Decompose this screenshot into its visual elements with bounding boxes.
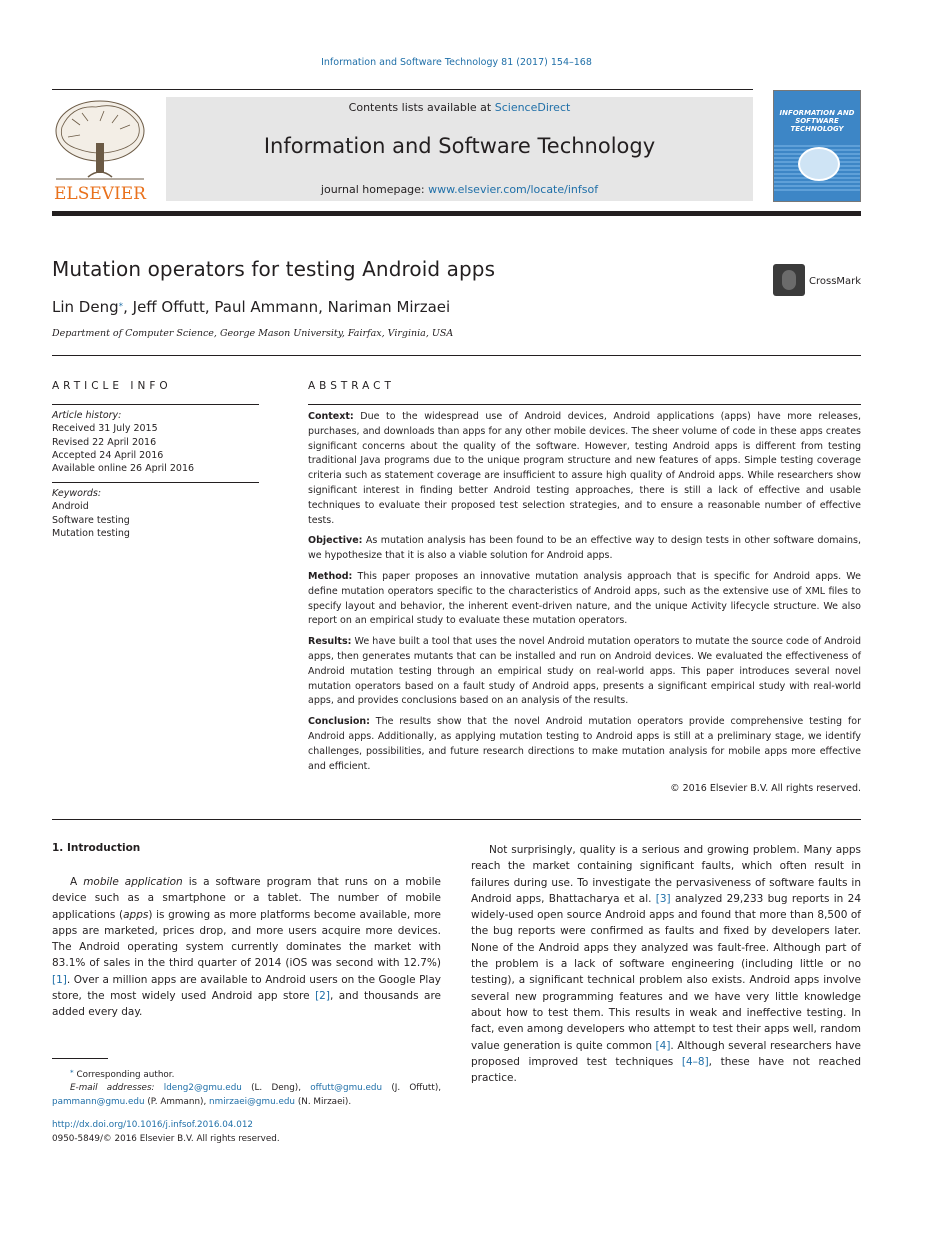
abstract-heading: ABSTRACT <box>308 380 395 392</box>
abstract-context <box>308 410 861 528</box>
divider <box>52 355 861 356</box>
divider <box>308 404 861 405</box>
homepage-line <box>166 183 753 196</box>
email-label: E-mail addresses: <box>70 1083 155 1094</box>
author-separator: , <box>318 298 328 316</box>
keyword: Software testing <box>52 514 130 526</box>
email-owner: (P. Ammann), <box>147 1096 207 1107</box>
reference-link[interactable]: [3] <box>655 892 671 905</box>
abstract-text: Due to the widespread use of Android devices, Android applications (apps) have more releases, purchases, and downloads than apps for any other mobile devices. The sheer volume of code in these apps creates significant concerns about the quality of the software. However, testing Android apps is different from testing traditional Java programs due to the unique program structure and new features of apps. Simple testing coverage criteria such as statement coverage are insufficient to assure high quality of Android apps. While researchers show significant interest in finding better Android testing approaches, there is still a lack of effective and usable techniques to evaluate their proposed test selection strategies, and to ensure a reasonable number of effective tests. <box>308 411 861 526</box>
article-history <box>52 409 194 475</box>
corresponding-label: Corresponding author. <box>76 1069 175 1080</box>
footnote-rule <box>52 1058 108 1059</box>
abstract-text: As mutation analysis has been found to be an effective way to design tests in other software domains, we hypothesize that it is also a viable solution for Android apps. <box>308 535 861 562</box>
abstract-label: Conclusion: <box>308 716 370 728</box>
header-thick-rule <box>52 211 861 216</box>
reference-link[interactable]: [2] <box>315 990 330 1003</box>
cover-disc-icon <box>798 147 840 181</box>
author-separator: , <box>123 298 133 316</box>
history-item: Received 31 July 2015 <box>52 423 158 435</box>
reference-link[interactable]: [1] <box>52 973 67 986</box>
reference-link[interactable]: [4–8] <box>681 1055 709 1068</box>
reference-link[interactable]: [4] <box>655 1039 671 1052</box>
history-label: Article history: <box>52 410 122 421</box>
journal-citation[interactable]: Information and Software Technology 81 (2017) 154–168 <box>321 57 592 68</box>
article-title: Mutation operators for testing Android apps <box>52 257 496 281</box>
homepage-prefix: journal homepage: <box>320 183 425 196</box>
author-list <box>52 298 450 316</box>
abstract-text: We have built a tool that uses the novel Android mutation operators to mutate the source code of Android apps, then generates mutants that can be installed and run on Android devices. We evaluated the effectiveness of Android mutation testing through an empirical study on real-world apps. This paper introduces several novel mutation operators based on a fault study of Android apps, presents a significant empirical study with real-world apps, and provides conclusions based on an analysis of the results. <box>308 636 861 707</box>
author-name[interactable]: Lin Deng <box>52 298 119 316</box>
abstract-label: Context: <box>308 411 354 422</box>
corresponding-marker[interactable]: ⁎ <box>118 299 124 309</box>
author-name[interactable]: Jeff Offutt <box>132 298 205 316</box>
history-item: Accepted 24 April 2016 <box>52 449 164 461</box>
sciencedirect-link[interactable]: ScienceDirect <box>494 101 571 114</box>
affiliation: Department of Computer Science, George Mason University, Fairfax, Virginia, USA <box>52 328 454 339</box>
history-item: Available online 26 April 2016 <box>52 463 195 475</box>
abstract-conclusion <box>308 715 861 774</box>
copyright: © 2016 Elsevier B.V. All rights reserved. <box>670 783 861 794</box>
keywords-label: Keywords: <box>52 488 102 499</box>
abstract-body <box>308 410 861 780</box>
abstract-text: This paper proposes an innovative mutation analysis approach that is specific for Android apps. We define mutation operators specific to the characteristics of Android apps, such as the extensive use of XML files to specify layout and behavior, the inherent event-driven nature, and the unique Activity lifecycle structure. We also report on an empirical study to evaluate these mutation operators. <box>308 570 861 627</box>
email-owner: (J. Offutt), <box>391 1083 442 1094</box>
divider <box>52 482 259 483</box>
crossmark-icon[interactable] <box>773 264 805 296</box>
cover-title: INFORMATION AND SOFTWARE TECHNOLOGY <box>779 109 855 133</box>
abstract-method <box>308 570 861 629</box>
divider <box>52 404 259 405</box>
journal-banner <box>166 97 753 201</box>
abstract-label: Objective: <box>308 535 363 547</box>
footnote-marker: ⁎ <box>70 1066 74 1075</box>
abstract-text: The results show that the novel Android mutation operators provide comprehensive testing for Android apps. Additionally, as applying mutation testing to Android apps is still at a preliminary stage, we identify challenges, possibilities, and future research directions to make mutation analysis for mobile apps more effective and efficient. <box>308 716 861 772</box>
email-link[interactable]: offutt@gmu.edu <box>310 1083 383 1094</box>
email-link[interactable]: pammann@gmu.edu <box>52 1096 145 1107</box>
section-heading: 1. Introduction <box>52 842 141 854</box>
author-separator: , <box>204 298 215 316</box>
body-column-left <box>52 874 441 1021</box>
author-name[interactable]: Paul Ammann <box>214 298 319 316</box>
email-link[interactable]: nmirzaei@gmu.edu <box>209 1096 296 1107</box>
header-rule <box>52 89 753 90</box>
abstract-results <box>308 635 861 709</box>
keywords <box>52 487 130 540</box>
email-list <box>52 1082 441 1109</box>
issn-line: 0950-5849/© 2016 Elsevier B.V. All rights reserved. <box>52 1133 280 1144</box>
corresponding-note <box>52 1064 441 1082</box>
email-owner: (N. Mirzaei). <box>297 1096 352 1107</box>
doi-block <box>52 1119 280 1146</box>
body-column-right <box>471 842 861 1086</box>
paragraph: A mobile application is a software program that runs on a mobile device such as a smartphone or a tablet. The number of mobile applications (apps) is growing as more platforms become available, more apps are marketed, prices drop, and more users acquire more devices. The Android operating system currently dominates the market with 83.1% of sales in the third quarter of 2014 (iOS was second with 12.7%) [1]. Over a million apps are available to Android users on the Google Play store, the most widely used Android app store [2], and thousands are added every day. <box>52 876 441 1019</box>
email-owner: (L. Deng), <box>251 1083 302 1094</box>
author-name[interactable]: Nariman Mirzaei <box>327 298 451 316</box>
email-link[interactable]: ldeng2@gmu.edu <box>163 1083 242 1094</box>
keyword: Android <box>52 501 89 513</box>
history-item: Revised 22 April 2016 <box>52 436 157 448</box>
elsevier-logo <box>52 97 148 203</box>
keyword: Mutation testing <box>52 527 130 539</box>
elsevier-wordmark: ELSEVIER <box>54 184 146 203</box>
abstract-label: Method: <box>308 570 353 582</box>
crossmark-label[interactable]: CrossMark <box>809 276 862 287</box>
abstract-label: Results: <box>308 636 352 648</box>
divider <box>52 819 861 820</box>
doi-link[interactable]: http://dx.doi.org/10.1016/j.infsof.2016.04.012 <box>52 1120 254 1130</box>
article-info-heading: ARTICLE INFO <box>52 380 172 392</box>
paragraph: Not surprisingly, quality is a serious and growing problem. Many apps reach the market containing significant faults, which often result in failures during use. To investigate the pervasiveness of software faults in Android apps, Bhattacharya et al. [3] analyzed 29,233 bug reports in 24 widely-used open source Android apps and found that more than 8,500 of the bug reports were confirmed as faults and fixed by developers later. None of the Android apps they analyzed was fault-free. Although part of the problem is a lack of software engineering (including little or no testing), a significant technical problem also exists. Android apps involve several new programming features and we have very little knowledge about how to test them. This results in weak and ineffective testing. In fact, even among developers who attempt to test their apps well, random value generation is quite common [4]. Although several researchers have proposed improved test techniques [4–8], these have not reached practice. <box>471 844 861 1085</box>
contents-line <box>166 101 753 114</box>
homepage-link[interactable]: www.elsevier.com/locate/infsof <box>428 183 599 196</box>
elsevier-tree-icon <box>52 97 148 203</box>
journal-title: Information and Software Technology <box>263 134 656 158</box>
footnote <box>52 1064 441 1109</box>
journal-cover <box>773 90 861 202</box>
contents-prefix: Contents lists available at <box>348 101 492 114</box>
abstract-objective <box>308 534 861 564</box>
